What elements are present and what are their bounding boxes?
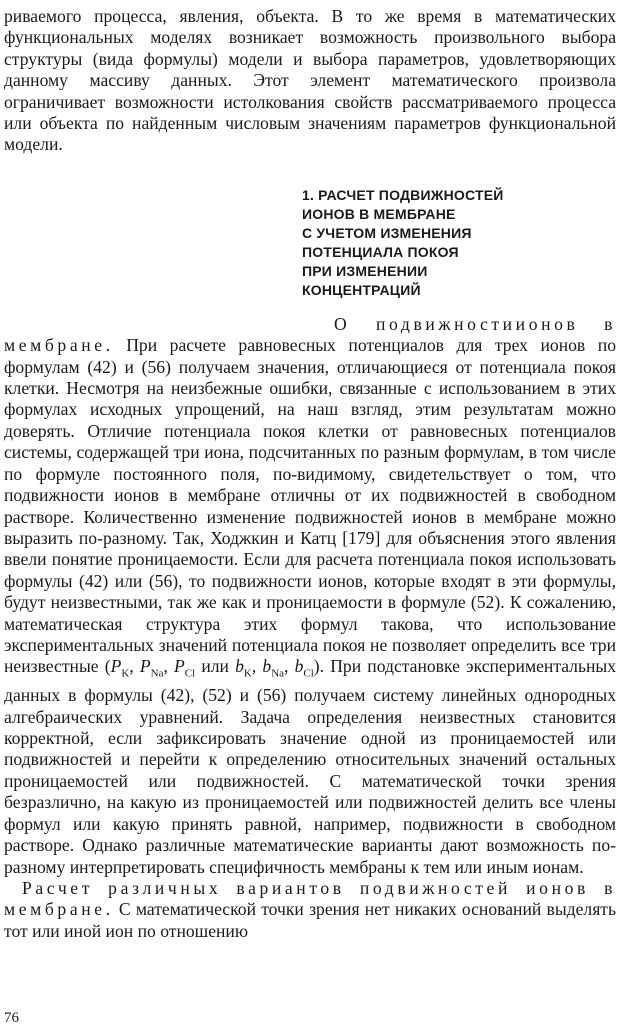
heading-line: ПРИ ИЗМЕНЕНИИ bbox=[302, 262, 428, 279]
section-heading bbox=[302, 186, 616, 300]
heading-line: КОНЦЕНТРАЦИЙ bbox=[302, 281, 421, 298]
heading-line: С УЧЕТОМ ИЗМЕНЕНИЯ bbox=[302, 224, 472, 241]
heading-line: 1. РАСЧЕТ ПОДВИЖНОСТЕЙ bbox=[302, 186, 504, 203]
paragraph-variants: Расчет различных вариантов подвижностей ионов в мембране. С математической точки зрения нет никаких оснований выделять тот или иной ион по отношению bbox=[4, 877, 616, 941]
paragraph-mobility: О подвижностиионов в мембране. При расчете равновесных потенциалов для трех ионов по формулам (42) и (56) получаем значения, отличающиеся от потенциала покоя клетки. Несмотря на неизбежные ошибки, связанные с использованием в этих формулах исходных упрощений, на наш взгляд, этим результатам можно доверять. Отличие потенциала покоя клетки от равновесных потенциалов системы, содержащей три иона, подсчитанных по разным формулам, в том числе по формуле постоянного поля, по-видимому, свидетельствует о том, что подвижности ионов в мембране отличны от их подвижностей в свободном растворе. Количественно изменение подвижностей ионов в мембране можно выразить по-разному. Так, Ходжкин и Катц [179] для объяснения этого явления ввели понятие проницаемости. Если для расчета потенциала покоя использовать формулы (42) или (56), то подвижности ионов, которые входят в эти формулы, будут неизвестными, так же как и проницаемости в формуле (52). К сожалению, математическая структура этих формул такова, что использование экспериментальных значений потенциала покоя не позволяет определить все три неизвестные ($P_K$, $P_{Na}$, $P_{Cl}$ или $b_K$, $b_{Na}$, $b_{Cl}$). При подстановке экспериментальных данных в формулы (42), (52) и (56) получаем систему линейных однородных алгебраических уравнений. Задача определения неизвестных становится корректной, если зафиксировать значение одной из проницаемостей или подвижностей и перейти к определению относительных значений остальных проницаемостей или подвижностей. С математической точки зрения безразлично, на какую из проницаемостей или подвижностей делить все члены формул или какую принять равной, например, подвижности в свободном растворе. Однако различные математические варианты дают возможность по-разному интерпретировать специфичность мембраны к тем или иным ионам. bbox=[4, 313, 617, 877]
heading-line: ПОТЕНЦИАЛА ПОКОЯ bbox=[302, 243, 459, 260]
heading-line: ИОНОВ В МЕМБРАНЕ bbox=[302, 205, 456, 222]
paragraph-intro: риваемого процесса, явления, объекта. В то же время в математических функциональных моделях возникает возможность произвольного выбора структуры (вида формулы) модели и выбора параметров, удовлетворяющих данному массиву данных. Этот элемент математического произвола ограничивает возможности истолкования свойств рассматриваемого процесса или объекта по найденным числовым значениям параметров функциональной модели. bbox=[4, 6, 616, 155]
spaced-lead: О подвижностиионов в мембране. bbox=[4, 313, 616, 356]
page-number: 76 bbox=[4, 1010, 19, 1026]
spaced-lead: Расчет различных вариантов подвижностей ионов в мембране. bbox=[4, 877, 616, 920]
page-body bbox=[4, 6, 616, 942]
